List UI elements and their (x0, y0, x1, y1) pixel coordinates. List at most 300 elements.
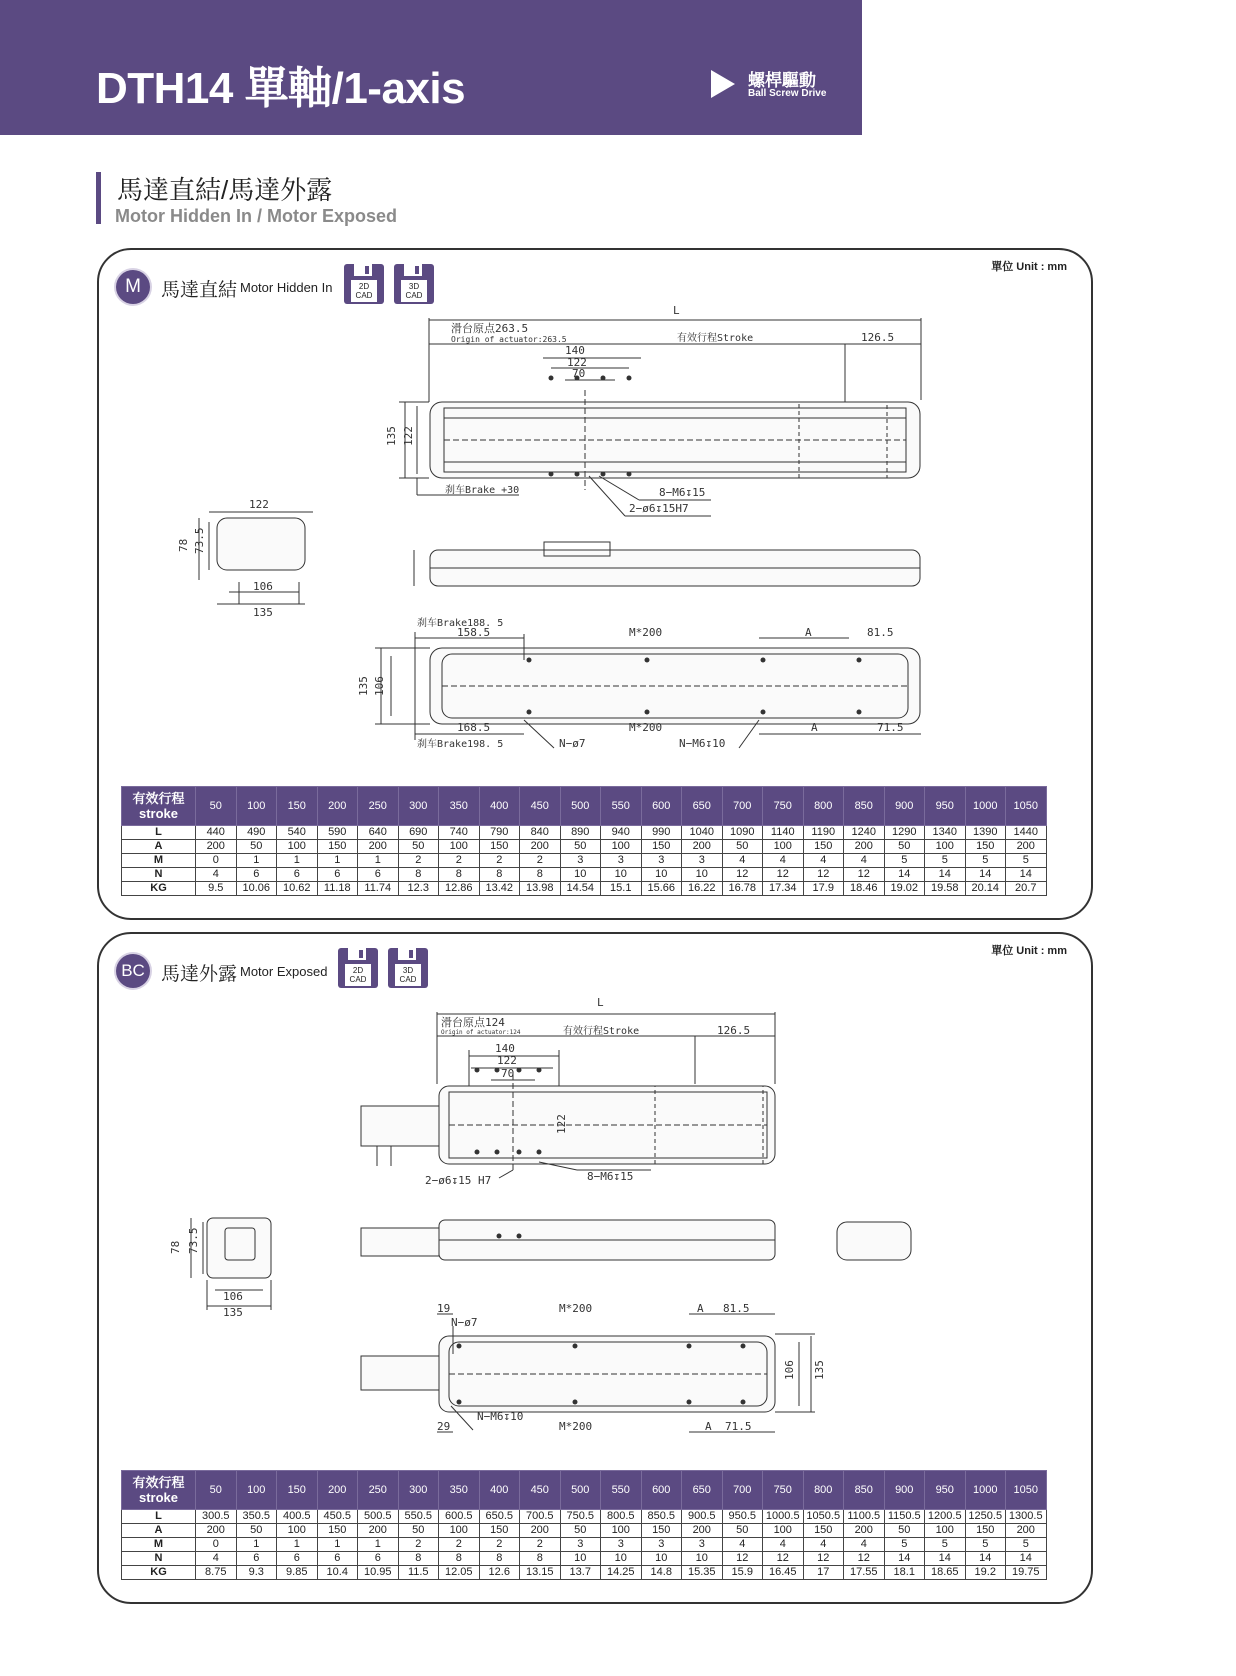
table-cell: 200 (1006, 1524, 1047, 1538)
svg-text:有效行程Stroke: 有效行程Stroke (677, 333, 754, 344)
table-cell: 1340 (925, 826, 966, 840)
stroke-col-header: 1050 (1006, 1471, 1047, 1510)
table-cell: 14 (965, 1552, 1006, 1566)
svg-text:N−M6↧10: N−M6↧10 (679, 737, 726, 750)
table-cell: 0 (196, 1538, 237, 1552)
table-cell: 1200.5 (925, 1510, 966, 1524)
svg-text:2−ø6↧15 H7: 2−ø6↧15 H7 (425, 1174, 492, 1187)
table-cell: 10 (560, 868, 601, 882)
table-cell: 17.55 (844, 1566, 885, 1580)
table-cell: 50 (560, 840, 601, 854)
table-cell: 9.85 (277, 1566, 318, 1580)
table-cell: 150 (317, 840, 358, 854)
cad-2d-download[interactable]: 2D CAD (344, 264, 384, 304)
drawing-motor-exposed (99, 934, 1091, 1474)
table-cell: 100 (439, 1524, 480, 1538)
cad-3d-download[interactable]: 3D CAD (394, 264, 434, 304)
table-cell: 450.5 (317, 1510, 358, 1524)
svg-text:140: 140 (495, 1042, 515, 1055)
svg-text:Origin of actuator:124: Origin of actuator:124 (441, 1029, 521, 1036)
row-label: A (122, 1524, 196, 1538)
table-cell: 8 (398, 1552, 439, 1566)
table-cell: 940 (601, 826, 642, 840)
svg-text:122: 122 (402, 426, 415, 446)
table-cell: 2 (398, 1538, 439, 1552)
table-cell: 8 (520, 1552, 561, 1566)
table-row (122, 1510, 1047, 1524)
table-cell: 1440 (1006, 826, 1047, 840)
table-cell: 100 (277, 1524, 318, 1538)
table-cell: 2 (439, 1538, 480, 1552)
stroke-col-header: 100 (236, 1471, 277, 1510)
table-row (122, 840, 1047, 854)
stroke-col-header: 250 (358, 1471, 399, 1510)
cad-3d-download[interactable]: 3D CAD (388, 948, 428, 988)
table-cell: 13.98 (520, 882, 561, 896)
table-cell: 900.5 (682, 1510, 723, 1524)
svg-text:刹车Brake198. 5: 刹车Brake198. 5 (417, 739, 504, 750)
drive-type-en: Ball Screw Drive (748, 88, 827, 99)
table-cell: 1040 (682, 826, 723, 840)
svg-text:A: A (705, 1420, 712, 1433)
table-cell: 50 (884, 1524, 925, 1538)
svg-text:126.5: 126.5 (861, 331, 895, 344)
table-row (122, 854, 1047, 868)
table-cell: 8 (479, 1552, 520, 1566)
table-cell: 1100.5 (844, 1510, 885, 1524)
panel-title-zh: 馬達外露 (161, 964, 238, 985)
svg-text:A: A (811, 721, 818, 734)
table-cell: 5 (965, 854, 1006, 868)
table-cell: 200 (682, 1524, 723, 1538)
table-cell: 8.75 (196, 1566, 237, 1580)
table-cell: 5 (965, 1538, 1006, 1552)
table-cell: 14.8 (641, 1566, 682, 1580)
table-cell: 200 (844, 1524, 885, 1538)
svg-text:刹车Brake188. 5: 刹车Brake188. 5 (417, 618, 504, 629)
table-cell: 19.58 (925, 882, 966, 896)
svg-text:140: 140 (565, 344, 585, 357)
table-cell: 20.14 (965, 882, 1006, 896)
table-cell: 6 (358, 1552, 399, 1566)
table-cell: 6 (317, 1552, 358, 1566)
table-cell: 11.18 (317, 882, 358, 896)
stroke-col-header: 200 (317, 787, 358, 826)
table-cell: 12.3 (398, 882, 439, 896)
table-cell: 14 (925, 868, 966, 882)
table-cell: 950.5 (722, 1510, 763, 1524)
table-cell: 10 (682, 868, 723, 882)
table-cell: 4 (803, 1538, 844, 1552)
svg-text:126.5: 126.5 (717, 1024, 751, 1037)
table-cell: 850.5 (641, 1510, 682, 1524)
stroke-col-header: 450 (520, 1471, 561, 1510)
table-row (122, 868, 1047, 882)
table-cell: 50 (398, 1524, 439, 1538)
table-cell: 690 (398, 826, 439, 840)
table-cell: 150 (965, 1524, 1006, 1538)
stroke-col-header: 450 (520, 787, 561, 826)
svg-text:70: 70 (572, 367, 586, 380)
table-cell: 100 (601, 840, 642, 854)
svg-text:19: 19 (437, 1302, 451, 1315)
svg-text:有效行程Stroke: 有效行程Stroke (563, 1026, 640, 1037)
svg-text:122: 122 (497, 1054, 517, 1067)
table-cell: 740 (439, 826, 480, 840)
row-label: A (122, 840, 196, 854)
panel-motor-exposed (97, 932, 1093, 1604)
table-cell: 3 (601, 1538, 642, 1552)
table-cell: 18.65 (925, 1566, 966, 1580)
table-cell: 17.34 (763, 882, 804, 896)
row-label: L (122, 826, 196, 840)
cad-2d-download[interactable]: 2D CAD (338, 948, 378, 988)
table-cell: 13.15 (520, 1566, 561, 1580)
svg-text:78: 78 (177, 538, 190, 552)
table-cell: 350.5 (236, 1510, 277, 1524)
table-cell: 200 (196, 840, 237, 854)
table-cell: 20.7 (1006, 882, 1047, 896)
table-cell: 200 (844, 840, 885, 854)
table-cell: 6 (277, 1552, 318, 1566)
svg-text:158.5: 158.5 (457, 626, 491, 639)
table-cell: 6 (317, 868, 358, 882)
drawing-motor-hidden (99, 250, 1091, 790)
section-title-en: Motor Hidden In / Motor Exposed (115, 206, 397, 226)
table-cell: 17.9 (803, 882, 844, 896)
table-cell: 4 (803, 854, 844, 868)
table-cell: 4 (196, 1552, 237, 1566)
table-cell: 1090 (722, 826, 763, 840)
table-cell: 10.06 (236, 882, 277, 896)
svg-text:N−M6↧10: N−M6↧10 (477, 1410, 524, 1423)
svg-text:滑台原点263.5: 滑台原点263.5 (451, 322, 529, 335)
table-cell: 200 (520, 840, 561, 854)
table-cell: 12 (763, 868, 804, 882)
table-cell: 750.5 (560, 1510, 601, 1524)
table-cell: 150 (803, 840, 844, 854)
svg-text:M*200: M*200 (629, 626, 663, 639)
table-cell: 14 (884, 1552, 925, 1566)
panel-motor-hidden (97, 248, 1093, 920)
table-cell: 3 (641, 854, 682, 868)
play-icon (711, 70, 735, 98)
table-cell: 14 (925, 1552, 966, 1566)
table-cell: 10 (641, 868, 682, 882)
table-cell: 600.5 (439, 1510, 480, 1524)
stroke-col-header: 950 (925, 787, 966, 826)
svg-text:A: A (805, 626, 812, 639)
table-cell: 10 (682, 1552, 723, 1566)
stroke-col-header: 800 (803, 1471, 844, 1510)
stroke-col-header: 600 (641, 787, 682, 826)
table-cell: 490 (236, 826, 277, 840)
table-cell: 2 (398, 854, 439, 868)
panel-title-en: Motor Hidden In (240, 280, 333, 295)
table-cell: 12 (844, 868, 885, 882)
stroke-col-header: 50 (196, 1471, 237, 1510)
table-cell: 19.2 (965, 1566, 1006, 1580)
table-row (122, 1538, 1047, 1552)
svg-text:29: 29 (437, 1420, 451, 1433)
table-cell: 17 (803, 1566, 844, 1580)
stroke-col-header: 350 (439, 787, 480, 826)
stroke-header: 有效行程 stroke (122, 1471, 196, 1510)
stroke-col-header: 1000 (965, 1471, 1006, 1510)
table-cell: 200 (1006, 840, 1047, 854)
table-row (122, 826, 1047, 840)
svg-text:122: 122 (567, 356, 587, 369)
table-cell: 14.54 (560, 882, 601, 896)
table-cell: 1290 (884, 826, 925, 840)
stroke-col-header: 800 (803, 787, 844, 826)
svg-text:滑台原点124: 滑台原点124 (441, 1016, 505, 1029)
svg-text:106: 106 (223, 1290, 243, 1303)
section-title-zh: 馬達直結/馬達外露 (117, 175, 333, 205)
table-cell: 2 (439, 854, 480, 868)
table-cell: 8 (439, 1552, 480, 1566)
table-cell: 990 (641, 826, 682, 840)
stroke-col-header: 50 (196, 787, 237, 826)
stroke-col-header: 150 (277, 787, 318, 826)
stroke-col-header: 500 (560, 1471, 601, 1510)
table-cell: 12 (844, 1552, 885, 1566)
table-cell: 550.5 (398, 1510, 439, 1524)
spec-table-motor-hidden (121, 786, 1047, 896)
table-cell: 10 (560, 1552, 601, 1566)
table-cell: 1390 (965, 826, 1006, 840)
table-cell: 50 (236, 840, 277, 854)
table-cell: 14 (1006, 1552, 1047, 1566)
svg-text:135: 135 (385, 426, 398, 446)
table-cell: 800.5 (601, 1510, 642, 1524)
table-cell: 150 (641, 840, 682, 854)
table-cell: 19.02 (884, 882, 925, 896)
unit-label: 單位 Unit : mm (991, 261, 1067, 273)
table-cell: 8 (398, 868, 439, 882)
panel-title-en: Motor Exposed (240, 964, 328, 979)
table-cell: 1300.5 (1006, 1510, 1047, 1524)
stroke-col-header: 200 (317, 1471, 358, 1510)
table-cell: 2 (479, 854, 520, 868)
drive-type-zh: 螺桿驅動 (748, 71, 816, 90)
stroke-col-header: 500 (560, 787, 601, 826)
table-cell: 16.22 (682, 882, 723, 896)
table-cell: 50 (560, 1524, 601, 1538)
table-cell: 12.05 (439, 1566, 480, 1580)
svg-text:81.5: 81.5 (867, 626, 894, 639)
table-cell: 18.46 (844, 882, 885, 896)
table-cell: 100 (439, 840, 480, 854)
table-cell: 3 (682, 854, 723, 868)
table-cell: 1050.5 (803, 1510, 844, 1524)
table-cell: 150 (479, 1524, 520, 1538)
table-cell: 12 (803, 868, 844, 882)
table-cell: 1 (358, 1538, 399, 1552)
svg-text:8−M6↧15: 8−M6↧15 (587, 1170, 634, 1183)
spec-table-motor-exposed (121, 1470, 1047, 1580)
svg-text:M*200: M*200 (629, 721, 663, 734)
table-cell: 15.1 (601, 882, 642, 896)
table-cell: 790 (479, 826, 520, 840)
table-cell: 10.62 (277, 882, 318, 896)
table-cell: 4 (844, 1538, 885, 1552)
svg-text:71.5: 71.5 (877, 721, 904, 734)
table-cell: 200 (682, 840, 723, 854)
table-cell: 16.45 (763, 1566, 804, 1580)
table-cell: 840 (520, 826, 561, 840)
stroke-col-header: 350 (439, 1471, 480, 1510)
svg-text:106: 106 (783, 1360, 796, 1380)
table-cell: 200 (520, 1524, 561, 1538)
table-cell: 10.4 (317, 1566, 358, 1580)
stroke-col-header: 300 (398, 787, 439, 826)
svg-text:73.5: 73.5 (193, 527, 206, 554)
panel-title-zh: 馬達直結 (161, 280, 238, 301)
table-cell: 14 (965, 868, 1006, 882)
table-cell: 5 (1006, 854, 1047, 868)
stroke-col-header: 850 (844, 787, 885, 826)
svg-text:122: 122 (555, 1114, 568, 1134)
table-cell: 8 (479, 868, 520, 882)
svg-text:71.5: 71.5 (725, 1420, 752, 1433)
table-cell: 15.66 (641, 882, 682, 896)
table-cell: 3 (560, 1538, 601, 1552)
table-cell: 1 (236, 1538, 277, 1552)
table-cell: 150 (965, 840, 1006, 854)
row-label: KG (122, 882, 196, 896)
table-cell: 50 (398, 840, 439, 854)
svg-text:70: 70 (501, 1067, 515, 1080)
table-cell: 5 (884, 854, 925, 868)
table-cell: 4 (844, 854, 885, 868)
table-cell: 590 (317, 826, 358, 840)
svg-text:Origin of actuator:263.5: Origin of actuator:263.5 (451, 335, 567, 344)
table-cell: 100 (925, 840, 966, 854)
table-cell: 1250.5 (965, 1510, 1006, 1524)
table-cell: 4 (196, 868, 237, 882)
stroke-col-header: 900 (884, 1471, 925, 1510)
table-row (122, 1524, 1047, 1538)
table-cell: 50 (722, 1524, 763, 1538)
stroke-col-header: 850 (844, 1471, 885, 1510)
table-cell: 150 (641, 1524, 682, 1538)
table-cell: 1 (277, 854, 318, 868)
table-cell: 100 (925, 1524, 966, 1538)
table-cell: 100 (601, 1524, 642, 1538)
svg-text:135: 135 (357, 676, 370, 696)
svg-text:106: 106 (253, 580, 273, 593)
row-label: N (122, 1552, 196, 1566)
table-cell: 100 (763, 840, 804, 854)
stroke-col-header: 400 (479, 1471, 520, 1510)
stroke-col-header: 700 (722, 787, 763, 826)
table-cell: 12 (803, 1552, 844, 1566)
table-cell: 12 (722, 868, 763, 882)
table-cell: 3 (560, 854, 601, 868)
svg-text:73.5: 73.5 (187, 1227, 200, 1254)
row-label: N (122, 868, 196, 882)
table-cell: 50 (722, 840, 763, 854)
table-cell: 1 (358, 854, 399, 868)
table-cell: 12.86 (439, 882, 480, 896)
table-cell: 1000.5 (763, 1510, 804, 1524)
table-row (122, 1552, 1047, 1566)
table-cell: 18.1 (884, 1566, 925, 1580)
stroke-col-header: 600 (641, 1471, 682, 1510)
table-cell: 4 (763, 1538, 804, 1552)
table-cell: 14.25 (601, 1566, 642, 1580)
table-cell: 4 (763, 854, 804, 868)
table-cell: 14 (1006, 868, 1047, 882)
svg-text:2−ø6↧15H7: 2−ø6↧15H7 (629, 502, 689, 515)
table-cell: 650.5 (479, 1510, 520, 1524)
table-cell: 890 (560, 826, 601, 840)
table-cell: 19.75 (1006, 1566, 1047, 1580)
stroke-col-header: 700 (722, 1471, 763, 1510)
table-cell: 10 (601, 1552, 642, 1566)
stroke-col-header: 750 (763, 787, 804, 826)
table-cell: 5 (884, 1538, 925, 1552)
table-cell: 50 (236, 1524, 277, 1538)
table-cell: 9.5 (196, 882, 237, 896)
table-cell: 100 (763, 1524, 804, 1538)
row-label: M (122, 1538, 196, 1552)
table-cell: 6 (358, 868, 399, 882)
svg-text:135: 135 (253, 606, 273, 619)
stroke-col-header: 550 (601, 1471, 642, 1510)
table-cell: 300.5 (196, 1510, 237, 1524)
stroke-header: 有效行程 stroke (122, 787, 196, 826)
table-cell: 400.5 (277, 1510, 318, 1524)
stroke-col-header: 950 (925, 1471, 966, 1510)
table-cell: 200 (358, 840, 399, 854)
table-cell: 11.74 (358, 882, 399, 896)
table-cell: 3 (601, 854, 642, 868)
stroke-col-header: 900 (884, 787, 925, 826)
row-label: L (122, 1510, 196, 1524)
table-cell: 540 (277, 826, 318, 840)
table-cell: 2 (520, 1538, 561, 1552)
table-cell: 200 (196, 1524, 237, 1538)
table-cell: 10 (601, 868, 642, 882)
table-cell: 1150.5 (884, 1510, 925, 1524)
table-cell: 4 (722, 854, 763, 868)
table-cell: 9.3 (236, 1566, 277, 1580)
table-cell: 13.7 (560, 1566, 601, 1580)
table-cell: 11.5 (398, 1566, 439, 1580)
table-cell: 6 (236, 868, 277, 882)
table-cell: 16.78 (722, 882, 763, 896)
table-cell: 15.9 (722, 1566, 763, 1580)
stroke-col-header: 650 (682, 787, 723, 826)
table-cell: 8 (520, 868, 561, 882)
table-cell: 150 (479, 840, 520, 854)
table-cell: 8 (439, 868, 480, 882)
table-cell: 12 (763, 1552, 804, 1566)
row-label: KG (122, 1566, 196, 1580)
svg-text:168.5: 168.5 (457, 721, 491, 734)
table-cell: 1190 (803, 826, 844, 840)
table-row (122, 1566, 1047, 1580)
svg-text:刹车Brake +30: 刹车Brake +30 (445, 485, 520, 496)
table-cell: 100 (277, 840, 318, 854)
table-cell: 10 (641, 1552, 682, 1566)
table-cell: 150 (803, 1524, 844, 1538)
page-title: DTH14 單軸/1-axis (96, 64, 466, 113)
table-row (122, 882, 1047, 896)
svg-text:135: 135 (813, 1360, 826, 1380)
